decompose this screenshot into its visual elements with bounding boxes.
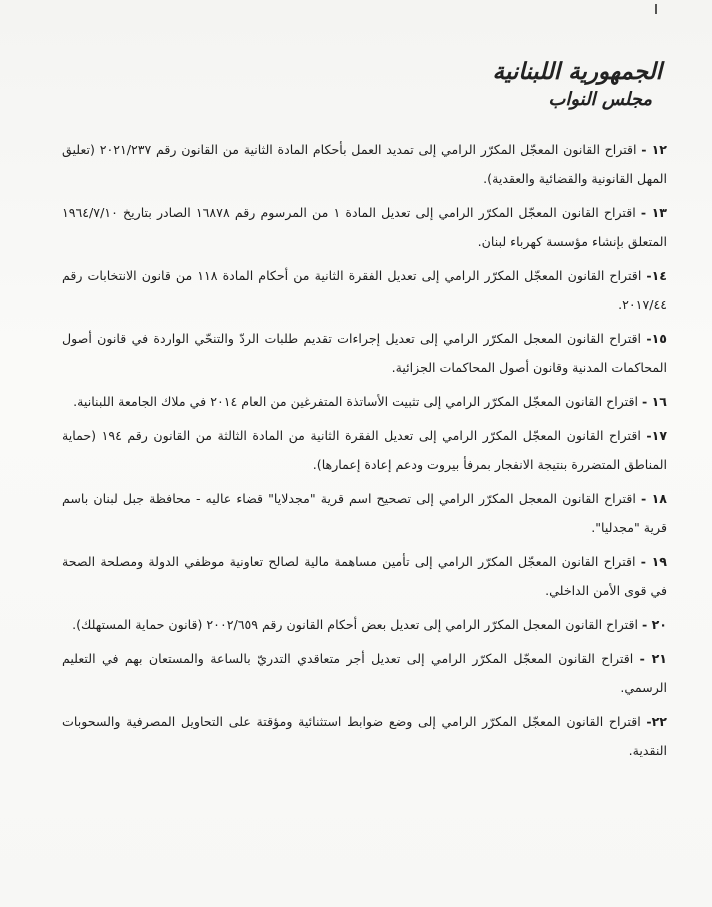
agenda-item-22 bbox=[62, 707, 667, 765]
item-number: ١٥- bbox=[646, 331, 667, 346]
item-text: اقتراح القانون المعجل المكرّر الرامي إلى تصحيح اسم قرية "مجدلايا" قضاء عاليه - محافظة جبل لبنان باسم قرية "مجدليا". bbox=[62, 491, 667, 535]
agenda-list bbox=[62, 135, 667, 765]
item-number: ٢٢- bbox=[646, 714, 667, 729]
agenda-item-19 bbox=[62, 547, 667, 605]
agenda-item-21 bbox=[62, 644, 667, 702]
agenda-item-17 bbox=[62, 421, 667, 479]
agenda-item-14 bbox=[62, 261, 667, 319]
item-number: ١٦ - bbox=[642, 394, 667, 409]
item-text: اقتراح القانون المعجّل المكرّر الرامي إلى تعديل الفقرة الثانية من أحكام المادة ١١٨ من قانون الانتخابات رقم ٢٠١٧/٤٤. bbox=[62, 268, 667, 312]
agenda-item-13 bbox=[62, 198, 667, 256]
item-number: ١٣ - bbox=[640, 205, 667, 220]
item-text: اقتراح القانون المعجّل المكرّر الرامي إلى تعديل الفقرة الثانية من المادة الثالثة من القانون رقم ١٩٤ (حماية المناطق المتضررة بنتيجة الانفجار بمرفأ بيروت ودعم إعادة إعمارها). bbox=[62, 428, 667, 472]
agenda-item-16 bbox=[62, 387, 667, 416]
item-number: ١٢ - bbox=[641, 142, 667, 157]
item-number: ٢٠ - bbox=[642, 617, 667, 632]
agenda-item-15 bbox=[62, 324, 667, 382]
item-text: اقتراح القانون المعجّل المكرّر الرامي إلى تأمين مساهمة مالية لصالح تعاونية موظفي الدولة ومصلحة الصحة في قوى الأمن الداخلي. bbox=[62, 554, 667, 598]
letterhead-parliament: مجلس النواب bbox=[548, 89, 652, 110]
item-text: اقتراح القانون المعجّل المكرّر الرامي إلى وضع ضوابط استثنائية ومؤقتة على التحاويل المصرفية والسحوبات النقدية. bbox=[62, 714, 667, 758]
agenda-item-12 bbox=[62, 135, 667, 193]
item-text: اقتراح القانون المعجّل المكرّر الرامي إلى تعديل أجر متعاقدي التدريّ بالساعة والمستعان بهم في التعليم الرسمي. bbox=[62, 651, 667, 695]
agenda-item-20 bbox=[62, 610, 667, 639]
item-number: ١٩ - bbox=[640, 554, 667, 569]
item-text: اقتراح القانون المعجل المكرّر الرامي إلى تعديل إجراءات تقديم طلبات الردّ والتنحّي الواردة في قانون أصول المحاكمات المدنية وقانون أصول المحاكمات الجزائية. bbox=[62, 331, 667, 375]
letterhead-republic: الجمهورية اللبنانية bbox=[492, 58, 662, 85]
letterhead bbox=[493, 58, 662, 110]
item-text: اقتراح القانون المعجل المكرّر الرامي إلى تعديل بعض أحكام القانون رقم ٢٠٠٢/٦٥٩ (قانون حماية المستهلك). bbox=[72, 617, 638, 632]
scan-mark bbox=[655, 4, 657, 14]
item-number: ٢١ - bbox=[639, 651, 667, 666]
item-text: اقتراح القانون المعجّل المكرّر الرامي إلى تثبيت الأساتذة المتفرغين من العام ٢٠١٤ في ملاك الجامعة اللبنانية. bbox=[73, 394, 638, 409]
item-number: ١٨ - bbox=[640, 491, 667, 506]
agenda-item-18 bbox=[62, 484, 667, 542]
item-number: ١٧- bbox=[646, 428, 668, 443]
item-number: ١٤- bbox=[646, 268, 667, 283]
item-text: اقتراح القانون المعجّل المكرّر الرامي إلى تمديد العمل بأحكام المادة الثانية من القانون رقم ٢٠٢١/٢٣٧ (تعليق المهل القانونية والقضائية والعقدية). bbox=[62, 142, 667, 186]
item-text: اقتراح القانون المعجّل المكرّر الرامي إلى تعديل المادة ١ من المرسوم رقم ١٦٨٧٨ الصادر بتاريخ ١٩٦٤/٧/١٠ المتعلق بإنشاء مؤسسة كهرباء لبنان. bbox=[62, 205, 667, 249]
